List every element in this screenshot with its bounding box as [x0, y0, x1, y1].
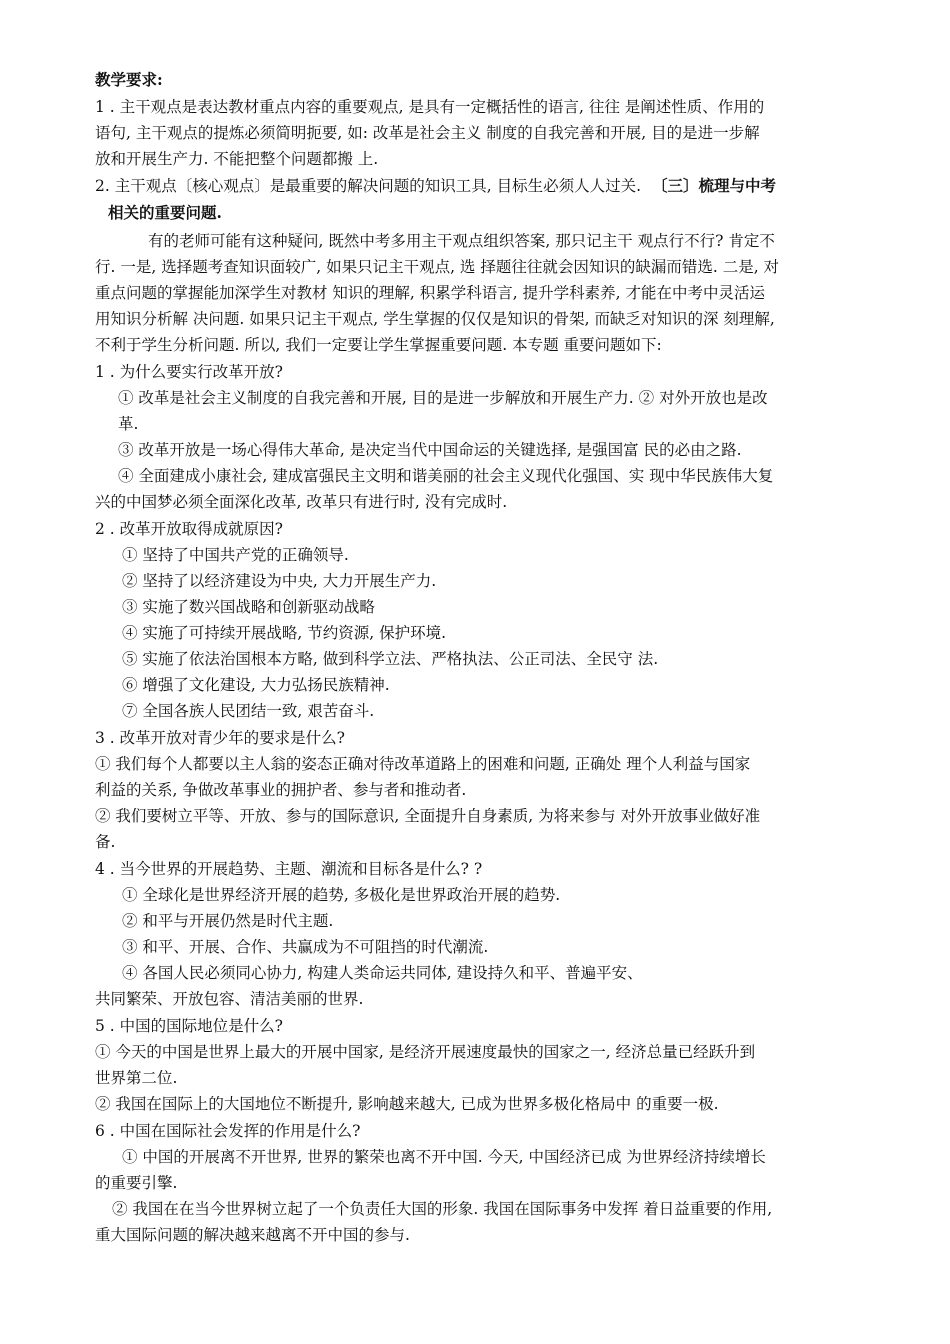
question-title: 1 . 为什么要实行改革开放? — [95, 363, 283, 381]
text-span: 2. 主干观点〔核心观点〕是最重要的解决问题的知识工具, 目标生必须人人过关. — [95, 177, 641, 195]
answer-line: ③ 实施了数兴国战略和创新驱动战略 — [122, 598, 375, 616]
answer-line: 共同繁荣、开放包容、清洁美丽的世界. — [95, 990, 364, 1008]
text-line: 放和开展生产力. 不能把整个问题都搬 上. — [95, 150, 379, 168]
paragraph-line: 用知识分析解 决问题. 如果只记主干观点, 学生掌握的仅仅是知识的骨架, 而缺乏对知识的深 刻理解, — [95, 310, 775, 328]
question-title: 5 . 中国的国际地位是什么? — [95, 1017, 283, 1035]
answer-line: ⑥ 增强了文化建设, 大力弘扬民族精神. — [122, 676, 390, 694]
answer-line: ② 我们要树立平等、开放、参与的国际意识, 全面提升自身素质, 为将来参与 对外开放事业做好准 — [95, 807, 761, 825]
answer-line: ⑤ 实施了依法治国根本方略, 做到科学立法、严格执法、公正司法、全民守 法. — [122, 650, 659, 668]
paragraph-line: 重点问题的掌握能加深学生对教材 知识的理解, 积累学科语言, 提升学科素养, 才能在中考中灵活运 — [95, 284, 765, 302]
answer-line: ① 改革是社会主义制度的自我完善和开展, 目的是进一步解放和开展生产力. ② 对外开放也是改 — [118, 389, 768, 407]
answer-line: 利益的关系, 争做改革事业的拥护者、参与者和推动者. — [95, 781, 467, 799]
question-title: 3 . 改革开放对青少年的要求是什么? — [95, 729, 345, 747]
answer-line: ④ 实施了可持续开展战略, 节约资源, 保护环境. — [122, 624, 447, 642]
answer-line: 备. — [95, 833, 116, 851]
answer-line: ② 我国在国际上的大国地位不断提升, 影响越来越大, 已成为世界多极化格局中 的重要一极. — [95, 1095, 719, 1113]
answer-line: ① 坚持了中国共产党的正确领导. — [122, 546, 349, 564]
text-line — [95, 174, 776, 198]
subsection-heading: 相关的重要问题. — [108, 203, 222, 222]
section-heading: 教学要求: — [95, 70, 163, 89]
answer-line: 兴的中国梦必须全面深化改革, 改革只有进行时, 没有完成时. — [95, 493, 508, 511]
answer-line: ② 和平与开展仍然是时代主题. — [122, 912, 334, 930]
answer-line: 重大国际问题的解决越来越离不开中国的参与. — [95, 1226, 410, 1244]
text-line: 1 . 主干观点是表达教材重点内容的重要观点, 是具有一定概括性的语言, 往往 是阐述性质、作用的 — [95, 98, 765, 116]
paragraph-line: 行. 一是, 选择题考查知识面较广, 如果只记主干观点, 选 择题往往就会因知识的缺漏而错选. 二是, 对 — [95, 258, 780, 276]
paragraph-line: 有的老师可能有这种疑问, 既然中考多用主干观点组织答案, 那只记主干 观点行不行? 肯定不 — [148, 232, 775, 250]
question-title: 6 . 中国在国际社会发挥的作用是什么? — [95, 1122, 361, 1140]
answer-line: ④ 全面建成小康社会, 建成富强民主文明和谐美丽的社会主义现代化强国、实 现中华民族伟大复 — [118, 467, 774, 485]
answer-line: 革. — [118, 415, 139, 433]
answer-line: ② 我国在在当今世界树立起了一个负责任大国的形象. 我国在国际事务中发挥 着日益重要的作用, — [112, 1200, 773, 1218]
answer-line: ③ 和平、开展、合作、共赢成为不可阻挡的时代潮流. — [122, 938, 489, 956]
answer-line: 世界第二位. — [95, 1069, 178, 1087]
question-title: 4 . 当今世界的开展趋势、主题、潮流和目标各是什么? ? — [95, 860, 483, 878]
answer-line: ① 我们每个人都要以主人翁的姿态正确对待改革道路上的困难和问题, 正确处 理个人利益与国家 — [95, 755, 751, 773]
subsection-heading: 〔三〕梳理与中考 — [651, 176, 776, 195]
answer-line: ① 中国的开展离不开世界, 世界的繁荣也离不开中国. 今天, 中国经济已成 为世界经济持续增长 — [122, 1148, 766, 1166]
paragraph-line: 不利于学生分析问题. 所以, 我们一定要让学生掌握重要问题. 本专题 重要问题如下: — [95, 336, 662, 354]
answer-line: ④ 各国人民必须同心协力, 构建人类命运共同体, 建设持久和平、普遍平安、 — [122, 964, 643, 982]
answer-line: 的重要引擎. — [95, 1174, 178, 1192]
answer-line: ② 坚持了以经济建设为中央, 大力开展生产力. — [122, 572, 437, 590]
answer-line: ① 全球化是世界经济开展的趋势, 多极化是世界政治开展的趋势. — [122, 886, 561, 904]
answer-line: ③ 改革开放是一场心得伟大革命, 是决定当代中国命运的关键选择, 是强国富 民的必由之路. — [118, 441, 742, 459]
answer-line: ① 今天的中国是世界上最大的开展中国家, 是经济开展速度最快的国家之一, 经济总量已经跃升到 — [95, 1043, 756, 1061]
answer-line: ⑦ 全国各族人民团结一致, 艰苦奋斗. — [122, 702, 375, 720]
question-title: 2 . 改革开放取得成就原因? — [95, 520, 283, 538]
text-line: 语句, 主干观点的提炼必须简明扼要, 如: 改革是社会主义 制度的自我完善和开展, 目的是进一步解 — [95, 124, 760, 142]
